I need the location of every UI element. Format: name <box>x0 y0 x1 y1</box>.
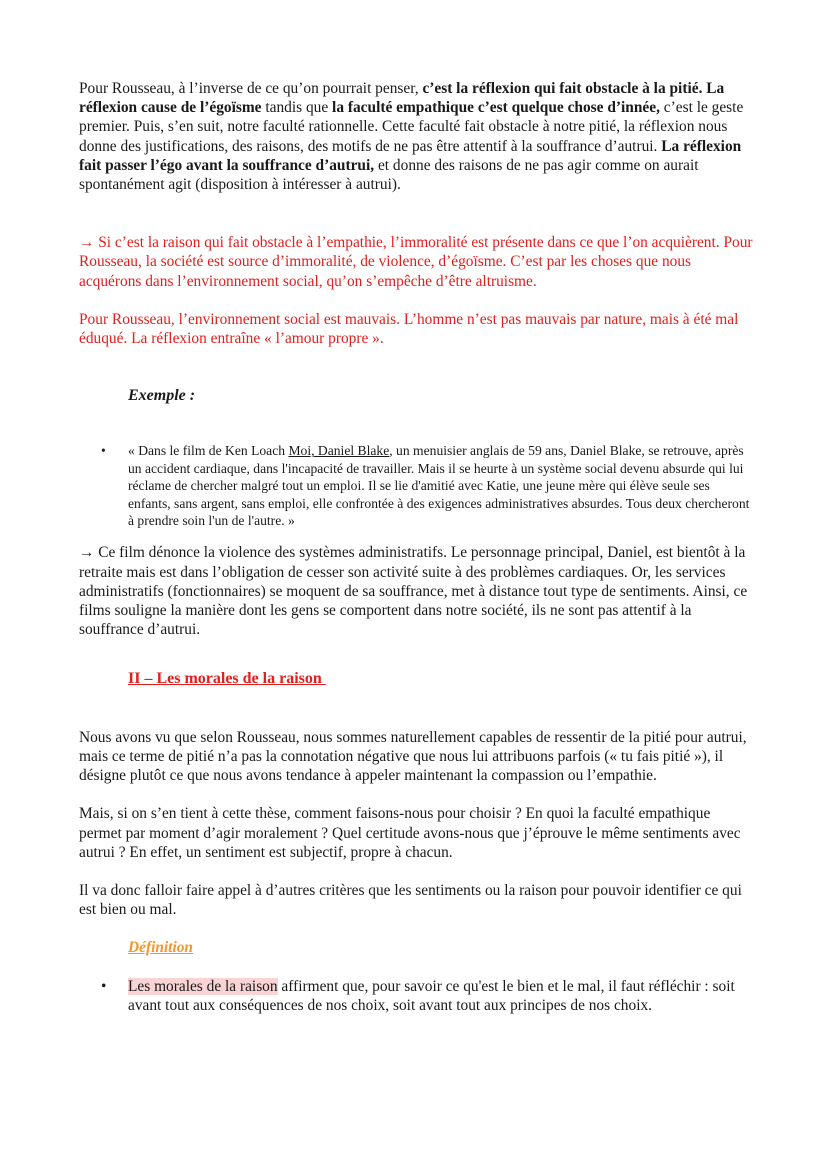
film-title: Moi, Daniel Blake <box>288 443 390 459</box>
bold-text: La réflexion fait passer l’égo avant la souffrance d’autrui, <box>79 137 742 174</box>
paragraph-red-environnement: Pour Rousseau, l’environnement social est mauvais. L’homme n’est pas mauvais par nature, mais à été mal éduqué. La réflexion entraîne « l’amour propre ». <box>79 310 739 348</box>
highlighted-term: Les morales de la raison <box>128 977 278 995</box>
document-page <box>79 79 754 1015</box>
definition-heading: Définition <box>128 939 193 957</box>
bullet-icon: • <box>101 443 106 459</box>
bullet-icon: • <box>101 977 107 995</box>
text: « Dans le film de Ken Loach <box>128 443 289 459</box>
text: c’est le geste premier. Puis, s’en suit, notre faculté rationnelle. Cette faculté fait obstacle à notre pitié, la réflexion nous donne des justifications, des raisons, des motifs de ne pas être attentif à la souffrance d’autrui. <box>79 99 744 155</box>
text: tandis que <box>261 99 333 117</box>
paragraph-questions: Mais, si on s’en tient à cette thèse, comment faisons-nous pour choisir ? En quoi la faculté empathique permet par moment d’agir moralement ? Quel certitude avons-nous que j’éprouve le même sentiments avec autrui ? En effet, un sentiment est subjectif, propre à chacun. <box>79 805 741 861</box>
paragraph-criteres: Il va donc falloir faire appel à d’autres critères que les sentiments ou la raison pour pouvoir identifier ce qui est bien ou mal. <box>79 881 742 919</box>
paragraph-rousseau-reflexion <box>79 79 754 194</box>
text: et donne des raisons de ne pas agir comme on aurait spontanément agit (disposition à intéresser à autrui). <box>79 156 699 194</box>
section-heading-morales-raison: II – Les morales de la raison <box>128 670 326 688</box>
example-heading: Exemple : <box>128 387 196 405</box>
paragraph-rousseau-pitie: Nous avons vu que selon Rousseau, nous sommes naturellement capables de ressentir de la pitié pour autrui, mais ce terme de pitié n’a pas la connotation négative que nous lui attribuons parfois (« tu fais pitié »), il désigne plutôt ce que nous avons tendance à appeler maintenant la compassion ou l’empathie. <box>79 728 747 785</box>
example-quote-item <box>79 442 754 529</box>
paragraph-red-raison-obstacle: → Si c’est la raison qui fait obstacle à l’empathie, l’immoralité est présente dans ce que l’on acquièrent. Pour Rousseau, la société est source d’immoralité, de violence, d’égoïsme. C’est par les choses que nous acquérons dans l’environnement social, qu’on s’empêche d’être altruisme. <box>79 234 753 290</box>
bold-text: la faculté empathique c’est quelque chose d’innée, <box>332 99 660 117</box>
definition-item <box>79 977 754 1015</box>
text: affirment que, pour savoir ce qu'est le bien et le mal, il faut réfléchir : soit avant tout aux conséquences de nos choix, soit avant tout aux principes de nos choix. <box>128 977 735 1014</box>
bold-text: c’est la réflexion qui fait obstacle à la pitié. La réflexion cause de l’égoïsme <box>79 80 725 117</box>
text: Pour Rousseau, à l’inverse de ce qu’on pourrait penser, <box>79 80 423 97</box>
text: , un menuisier anglais de 59 ans, Daniel Blake, se retrouve, après un accident cardiaque, dans l'incapacité de travailler. Mais il se heurte à un système social devenu absurde qui lui réclame de chercher malgré tout un emploi. Il se lie d'amitié avec Katie, une jeune mère qui élève seule ses enfants, sans argent, sans emploi, elle confrontée à des exigences administratives absurdes. Tous deux chercheront à prendre soin l'un de l'autre. » <box>128 443 750 529</box>
paragraph-film-analysis: → Ce film dénonce la violence des systèmes administratifs. Le personnage principal, Daniel, est bientôt à la retraite mais est dans l’obligation de cesser son activité suite à des problèmes cardiaques. Or, les services administratifs (fonctionnaires) se moquent de sa souffrance, met à distance tout type de sentiments. Ainsi, ce films souligne la manière dont les gens se comportent dans notre société, ils ne sont pas attentif à la souffrance d’autrui. <box>79 544 748 639</box>
